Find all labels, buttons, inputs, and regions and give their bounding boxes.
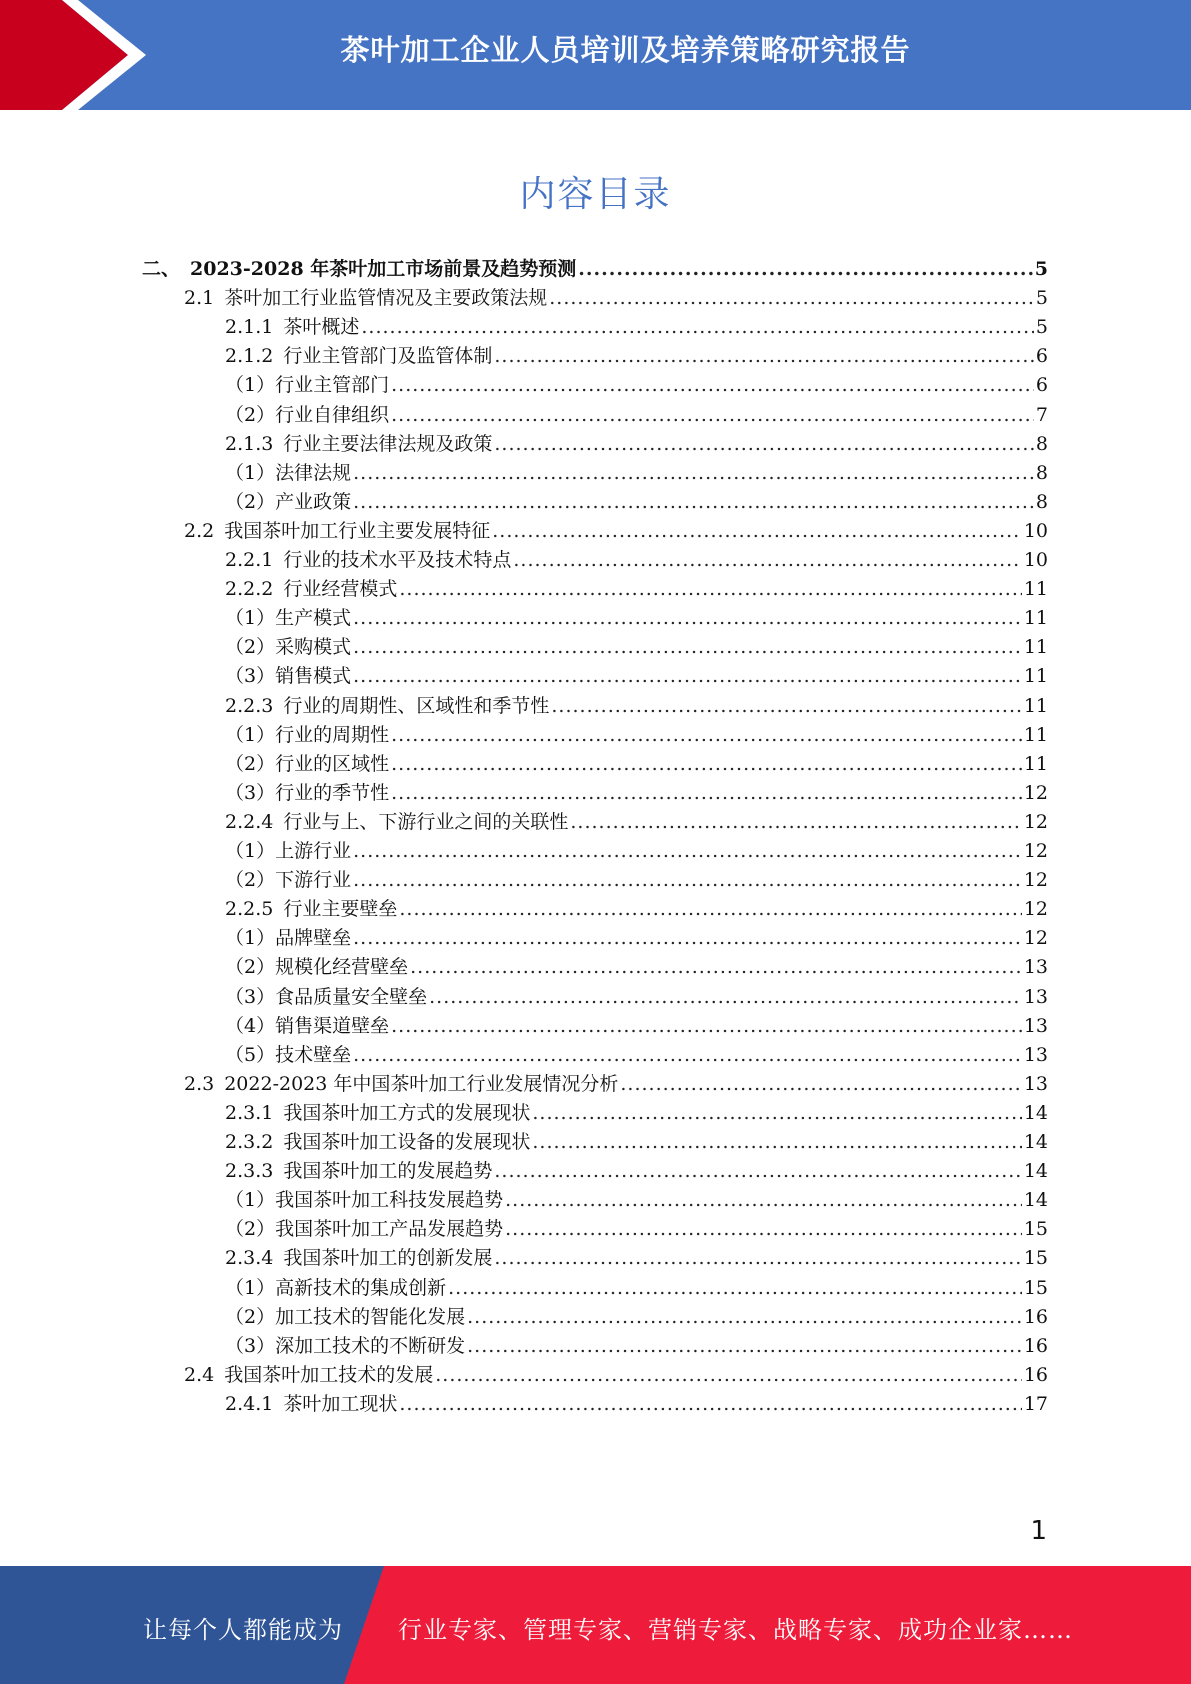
toc-entry-page: 13 (1023, 1072, 1048, 1095)
toc-leader-dots (429, 982, 1022, 1013)
toc-leader-dots (361, 312, 1034, 343)
toc-entry-page: 14 (1023, 1131, 1048, 1153)
toc-entry-title: 上游行业 (275, 840, 352, 862)
toc-leader-dots (399, 1389, 1021, 1420)
toc-entry-title: 高新技术的集成创新 (275, 1276, 447, 1299)
toc-entry-page: 8 (1035, 461, 1048, 484)
toc-entry-number: （3） (225, 985, 276, 1008)
toc-entry-page: 14 (1023, 1189, 1048, 1212)
toc-leader-dots (494, 429, 1034, 460)
toc-entry-title: 行业的季节性 (275, 781, 390, 804)
toc-entry-number: 二、 (142, 258, 181, 280)
toc-entry[interactable] (225, 1389, 1048, 1420)
toc-entry-page: 12 (1023, 869, 1048, 892)
toc-entry-title: 我国茶叶加工行业主要发展特征 (224, 519, 491, 542)
toc-leader-dots (353, 632, 1022, 663)
toc-entry-title: 行业的周期性 (275, 723, 390, 746)
toc-entry-number: （1） (225, 607, 276, 630)
toc-entry-title: 深加工技术的不断研发 (275, 1334, 466, 1357)
toc-entry-number: 2.1.1 (225, 316, 274, 339)
toc-leader-dots (494, 341, 1034, 372)
toc-entry[interactable] (225, 836, 1048, 867)
toc-entry-number: 2.3.2 (225, 1131, 274, 1153)
toc-entry-title: 2023-2028 年茶叶加工市场前景及趋势预测 (190, 258, 577, 280)
toc-entry-page: 10 (1023, 549, 1048, 571)
toc-entry-page: 15 (1023, 1247, 1048, 1270)
toc-entry-number: 2.2.5 (225, 898, 274, 921)
toc-entry-title: 采购模式 (275, 636, 352, 659)
toc-entry[interactable] (184, 1360, 1048, 1391)
toc-entry[interactable] (225, 749, 1048, 780)
toc-entry-page: 15 (1023, 1218, 1048, 1241)
toc-entry[interactable] (225, 312, 1048, 343)
toc-entry-number: （1） (225, 374, 276, 397)
toc-entry-number: （1） (225, 927, 276, 950)
toc-leader-dots (391, 370, 1034, 401)
toc-entry[interactable] (225, 923, 1048, 954)
toc-entry[interactable] (225, 370, 1048, 401)
toc-entry-number: （2） (225, 1218, 276, 1241)
toc-entry-number: （1） (225, 840, 276, 862)
toc-entry-number: 2.2.2 (225, 578, 274, 601)
toc-entry-page: 15 (1023, 1276, 1048, 1299)
toc-leader-dots (570, 807, 1021, 838)
toc-entry-page: 10 (1023, 519, 1048, 542)
toc-entry-page: 16 (1023, 1334, 1048, 1357)
toc-entry[interactable] (225, 1127, 1048, 1158)
toc-entry-number: （1） (225, 1276, 276, 1299)
toc-entry-number: （2） (225, 752, 276, 775)
toc-entry-number: 2.4 (184, 1363, 215, 1386)
toc-entry-title: 销售渠道壁垒 (275, 1014, 390, 1037)
footer-banner (0, 1566, 1191, 1684)
toc-entry-title: 行业自律组织 (275, 403, 390, 426)
toc-entry-number: 2.1.2 (225, 345, 274, 368)
toc-entry-title: 行业主要法律法规及政策 (283, 432, 493, 455)
toc-leader-dots (353, 487, 1034, 518)
toc-entry-page: 16 (1023, 1305, 1048, 1328)
toc-entry-page: 14 (1023, 1160, 1048, 1183)
toc-entry-title: 行业的周期性、区域性和季节性 (283, 694, 550, 717)
toc-leader-dots (578, 254, 1032, 285)
toc-leader-dots (505, 1214, 1022, 1245)
toc-entry-title: 茶叶加工行业监管情况及主要政策法规 (224, 287, 548, 310)
toc-leader-dots (391, 749, 1022, 780)
toc-entry-title: 规模化经营壁垒 (275, 956, 409, 979)
toc-entry-number: （5） (225, 1043, 276, 1066)
toc-leader-dots (551, 691, 1021, 722)
toc-entry-title: 我国茶叶加工方式的发展现状 (283, 1101, 531, 1124)
toc-leader-dots (513, 545, 1021, 576)
toc-entry[interactable] (142, 254, 1048, 285)
toc-entry-number: （2） (225, 403, 276, 426)
toc-entry-title: 2022-2023 年中国茶叶加工行业发展情况分析 (224, 1072, 619, 1095)
toc-leader-dots (391, 778, 1022, 809)
toc-entry[interactable] (225, 1040, 1048, 1071)
toc-entry-page: 7 (1035, 403, 1048, 426)
toc-entry-number: （1） (225, 461, 276, 484)
toc-entry-number: 2.3.4 (225, 1247, 274, 1270)
toc-entry-title: 生产模式 (275, 607, 352, 630)
toc-entry-number: （2） (225, 636, 276, 659)
toc-entry-number: 2.3.1 (225, 1101, 274, 1124)
toc-entry-number: （3） (225, 665, 276, 688)
toc-entry-page: 6 (1035, 374, 1048, 397)
toc-leader-dots (467, 1331, 1022, 1362)
toc-leader-dots (549, 283, 1034, 314)
toc-entry-title: 行业的区域性 (275, 752, 390, 775)
toc-entry-page: 5 (1035, 316, 1048, 339)
toc-entry-title: 产业政策 (275, 490, 352, 513)
toc-leader-dots (353, 458, 1034, 489)
toc-entry-number: 2.3.3 (225, 1160, 274, 1183)
toc-entry-number: （2） (225, 490, 276, 513)
toc-entry-number: （4） (225, 1014, 276, 1037)
toc-entry-page: 12 (1023, 927, 1048, 950)
toc-entry-title: 行业经营模式 (283, 578, 398, 601)
toc-leader-dots (353, 1040, 1022, 1071)
toc-entry-page: 13 (1023, 1043, 1048, 1066)
toc-entry-number: 2.2 (184, 519, 215, 542)
toc-leader-dots (505, 1185, 1022, 1216)
toc-entry[interactable] (225, 603, 1048, 634)
toc-entry-number: 2.2.3 (225, 694, 274, 717)
toc-entry[interactable] (225, 429, 1048, 460)
toc-entry-page: 11 (1023, 636, 1048, 659)
toc-leader-dots (353, 661, 1022, 692)
toc-entry[interactable] (184, 283, 1048, 314)
toc-leader-dots (435, 1360, 1022, 1391)
toc-entry-page: 5 (1035, 287, 1048, 310)
toc-entry-page: 11 (1023, 752, 1048, 775)
toc-entry-title: 技术壁垒 (275, 1043, 352, 1066)
toc-entry[interactable] (225, 1185, 1048, 1216)
toc-entry-title: 茶叶加工现状 (283, 1392, 398, 1415)
toc-leader-dots (492, 516, 1022, 547)
toc-leader-dots (620, 1069, 1021, 1100)
toc-entry-number: 2.4.1 (225, 1392, 274, 1415)
toc-entry-page: 13 (1023, 1014, 1048, 1037)
toc-entry-page: 17 (1023, 1392, 1048, 1415)
toc-entry-number: （2） (225, 956, 276, 979)
toc-leader-dots (353, 836, 1022, 867)
page-number: 1 (1030, 1516, 1047, 1546)
toc-entry[interactable] (184, 516, 1048, 547)
toc-entry-page: 11 (1023, 607, 1048, 630)
toc-leader-dots (467, 1302, 1022, 1333)
toc-entry[interactable] (225, 487, 1048, 518)
toc-entry-number: （1） (225, 723, 276, 746)
header-banner (0, 0, 1191, 110)
toc-entry-number: 2.2.1 (225, 549, 274, 571)
toc-entry-title: 行业的技术水平及技术特点 (283, 549, 512, 571)
toc-entry-number: （2） (225, 869, 276, 892)
toc-entry-number: （3） (225, 1334, 276, 1357)
toc-leader-dots (532, 1098, 1021, 1129)
toc-leader-dots (399, 894, 1021, 925)
footer-slogan-left: 让每个人都能成为 (143, 1616, 343, 1644)
toc-entry[interactable] (225, 400, 1048, 431)
toc-entry-page: 6 (1035, 345, 1048, 368)
toc-entry[interactable] (225, 865, 1048, 896)
toc-entry-title: 行业主要壁垒 (283, 898, 398, 921)
toc-entry[interactable] (225, 574, 1048, 605)
toc-entry-title: 法律法规 (275, 461, 352, 484)
toc-entry-title: 我国茶叶加工技术的发展 (224, 1363, 434, 1386)
toc-entry[interactable] (225, 661, 1048, 692)
toc-entry-page: 12 (1023, 810, 1048, 833)
toc-leader-dots (494, 1243, 1021, 1274)
toc-entry[interactable] (225, 894, 1048, 925)
toc-leader-dots (410, 952, 1022, 983)
toc-leader-dots (353, 865, 1022, 896)
toc-entry-page: 13 (1023, 956, 1048, 979)
toc-entry-title: 销售模式 (275, 665, 352, 688)
toc-entry-title: 行业主管部门 (275, 374, 390, 397)
toc-entry-page: 16 (1023, 1363, 1048, 1386)
toc-entry[interactable] (225, 691, 1048, 722)
toc-entry[interactable] (225, 632, 1048, 663)
toc-entry[interactable] (225, 952, 1048, 983)
toc-entry-page: 5 (1034, 258, 1048, 280)
toc-leader-dots (532, 1127, 1021, 1158)
toc-entry[interactable] (225, 1011, 1048, 1042)
toc-entry-title: 下游行业 (275, 869, 352, 892)
toc-entry-number: （3） (225, 781, 276, 804)
toc-entry[interactable] (225, 807, 1048, 838)
toc-entry-number: 2.1.3 (225, 432, 274, 455)
toc-entry-page: 11 (1023, 723, 1048, 746)
toc-entry[interactable] (225, 341, 1048, 372)
footer-slogan-right: 行业专家、管理专家、营销专家、战略专家、成功企业家…… (398, 1616, 1073, 1644)
toc-entry-page: 8 (1035, 490, 1048, 513)
toc-entry[interactable] (225, 1302, 1048, 1333)
toc-entry[interactable] (225, 1243, 1048, 1274)
toc-entry[interactable] (225, 458, 1048, 489)
toc-entry[interactable] (225, 1214, 1048, 1245)
toc-leader-dots (494, 1156, 1021, 1187)
toc-entry[interactable] (225, 720, 1048, 751)
toc-leader-dots (353, 603, 1022, 634)
toc-entry-title: 行业主管部门及监管体制 (283, 345, 493, 368)
toc-entry-title: 品牌壁垒 (275, 927, 352, 950)
toc-entry[interactable] (225, 982, 1048, 1013)
toc-entry[interactable] (225, 1331, 1048, 1362)
toc-entry-title: 我国茶叶加工产品发展趋势 (275, 1218, 504, 1241)
toc-leader-dots (391, 1011, 1022, 1042)
toc-entry-title: 我国茶叶加工科技发展趋势 (275, 1189, 504, 1212)
toc-heading: 内容目录 (519, 174, 672, 215)
toc-entry-title: 我国茶叶加工的发展趋势 (283, 1160, 493, 1183)
toc-entry-number: （2） (225, 1305, 276, 1328)
toc-entry[interactable] (225, 1273, 1048, 1304)
toc-entry-title: 食品质量安全壁垒 (275, 985, 428, 1008)
toc-entry-title: 加工技术的智能化发展 (275, 1305, 466, 1328)
toc-entry-title: 我国茶叶加工的创新发展 (283, 1247, 493, 1270)
toc-entry-number: 2.2.4 (225, 810, 274, 833)
toc-entry[interactable] (225, 1098, 1048, 1129)
toc-entry-title: 我国茶叶加工设备的发展现状 (283, 1131, 531, 1153)
toc-entry-page: 11 (1023, 578, 1048, 601)
toc-entry-number: 2.3 (184, 1072, 215, 1095)
toc-entry-number: 2.1 (184, 287, 215, 310)
toc-entry-number: （1） (225, 1189, 276, 1212)
toc-entry-page: 11 (1023, 665, 1048, 688)
toc-entry-page: 13 (1023, 985, 1048, 1008)
toc-entry[interactable] (225, 545, 1048, 576)
toc-entry-page: 11 (1023, 694, 1048, 717)
report-title: 茶叶加工企业人员培训及培养策略研究报告 (340, 33, 911, 67)
toc-leader-dots (448, 1273, 1022, 1304)
toc-leader-dots (353, 923, 1022, 954)
toc-entry[interactable] (184, 1069, 1048, 1100)
toc-entry[interactable] (225, 778, 1048, 809)
toc-entry-page: 12 (1023, 898, 1048, 921)
toc-entry-page: 14 (1023, 1101, 1048, 1124)
toc-entry-page: 12 (1023, 781, 1048, 804)
toc-entry[interactable] (225, 1156, 1048, 1187)
toc-leader-dots (391, 720, 1022, 751)
toc-entry-page: 12 (1023, 840, 1048, 862)
toc-entry-title: 茶叶概述 (283, 316, 360, 339)
toc-entry-title: 行业与上、下游行业之间的关联性 (283, 810, 569, 833)
toc-leader-dots (391, 400, 1034, 431)
toc-entry-page: 8 (1035, 432, 1048, 455)
toc-leader-dots (399, 574, 1021, 605)
